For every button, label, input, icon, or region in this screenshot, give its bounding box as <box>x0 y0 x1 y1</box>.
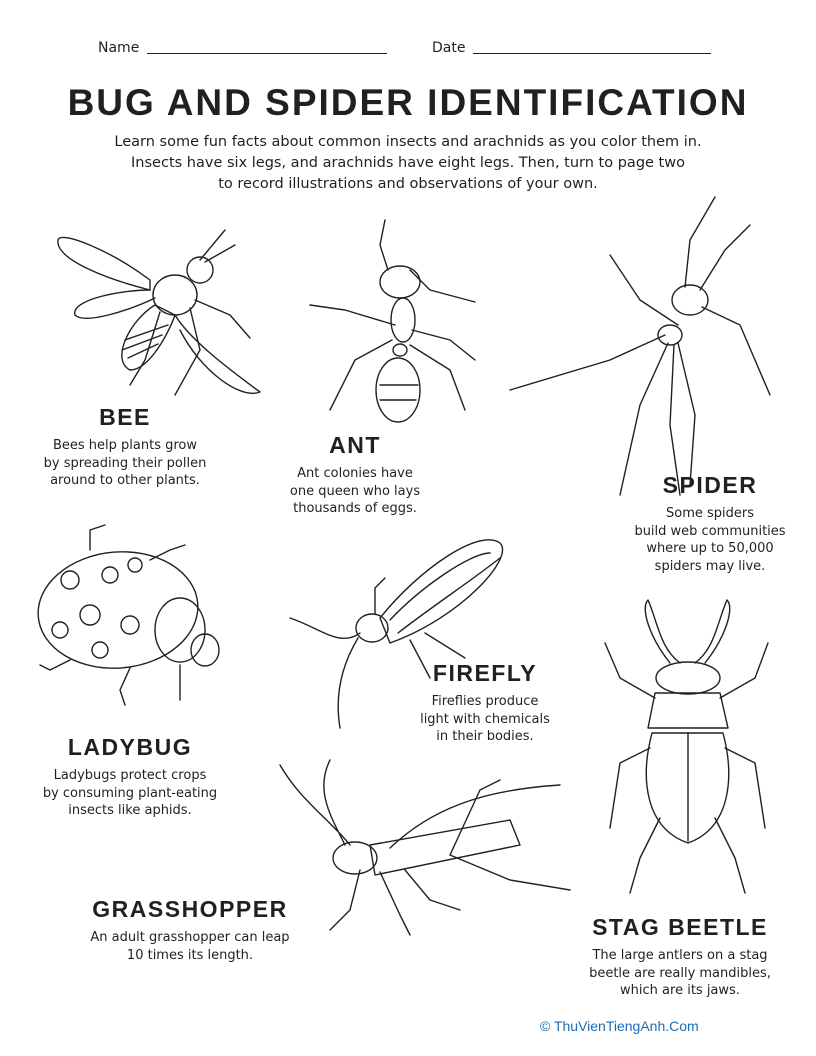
fact-line: light with chemicals <box>420 711 550 727</box>
ant-name: ANT <box>329 432 381 458</box>
stag-beetle-card <box>560 914 800 1000</box>
firefly-fact <box>380 693 590 746</box>
ladybug-fact <box>30 767 230 820</box>
fact-line: Ladybugs protect crops <box>53 768 207 783</box>
intro-line: to record illustrations and observations of your own. <box>218 176 598 192</box>
date-label: Date <box>432 40 466 56</box>
name-field[interactable] <box>98 40 387 56</box>
fact-line: The large antlers on a stag <box>592 948 768 963</box>
fact-line: An adult grasshopper can leap <box>90 930 290 945</box>
fact-line: 10 times its length. <box>126 947 254 963</box>
fact-line: which are its jaws. <box>620 983 740 998</box>
spider-name: SPIDER <box>662 472 758 498</box>
bee-card <box>30 404 220 490</box>
fact-line: where up to 50,000 <box>646 541 774 556</box>
ant-illustration <box>300 210 490 430</box>
stag-beetle-fact <box>560 947 800 1000</box>
fact-line: by consuming plant-eating <box>42 785 218 801</box>
page-title: BUG AND SPIDER IDENTIFICATION <box>67 82 749 123</box>
date-line[interactable] <box>473 53 711 54</box>
bee-name: BEE <box>99 404 151 430</box>
ant-card <box>265 432 445 518</box>
ladybug-card <box>30 734 230 820</box>
name-line[interactable] <box>147 53 387 54</box>
fact-line: build web communities <box>634 523 786 539</box>
spider-illustration <box>510 195 770 495</box>
date-field[interactable] <box>432 40 711 56</box>
fact-line: Bees help plants grow <box>52 438 198 453</box>
watermark: © ThuVienTiengAnh.Com <box>540 1018 699 1034</box>
ladybug-illustration <box>30 520 230 710</box>
fact-line: around to other plants. <box>50 473 200 488</box>
spider-card <box>600 472 816 575</box>
ant-fact <box>265 465 445 518</box>
stag-beetle-illustration <box>600 598 775 898</box>
stag-beetle-name: STAG BEETLE <box>592 914 768 940</box>
fact-line: Fireflies produce <box>431 694 539 709</box>
firefly-card <box>380 660 590 746</box>
fact-line: Ant colonies have <box>297 466 413 481</box>
grasshopper-name: GRASSHOPPER <box>92 896 288 922</box>
firefly-name: FIREFLY <box>432 660 538 686</box>
fact-line: Some spiders <box>665 506 754 521</box>
fact-line: one queen who lays <box>289 483 421 499</box>
fact-line: by spreading their pollen <box>43 455 207 471</box>
intro-line: Insects have six legs, and arachnids have eight legs. Then, turn to page two <box>131 155 685 171</box>
name-label: Name <box>98 40 140 56</box>
grasshopper-illustration <box>270 760 580 935</box>
ladybug-name: LADYBUG <box>67 734 193 760</box>
fact-line: in their bodies. <box>436 729 534 744</box>
fact-line: thousands of eggs. <box>293 501 417 516</box>
intro-text <box>60 132 756 195</box>
bee-fact <box>30 437 220 490</box>
fact-line: spiders may live. <box>654 558 766 574</box>
fact-line: insects like aphids. <box>68 803 192 818</box>
bee-illustration <box>50 220 270 410</box>
grasshopper-card <box>70 896 310 964</box>
intro-line: Learn some fun facts about common insects and arachnids as you color them in. <box>114 134 702 150</box>
fact-line: beetle are really mandibles, <box>589 965 771 981</box>
spider-fact <box>600 505 816 575</box>
grasshopper-fact <box>70 929 310 964</box>
